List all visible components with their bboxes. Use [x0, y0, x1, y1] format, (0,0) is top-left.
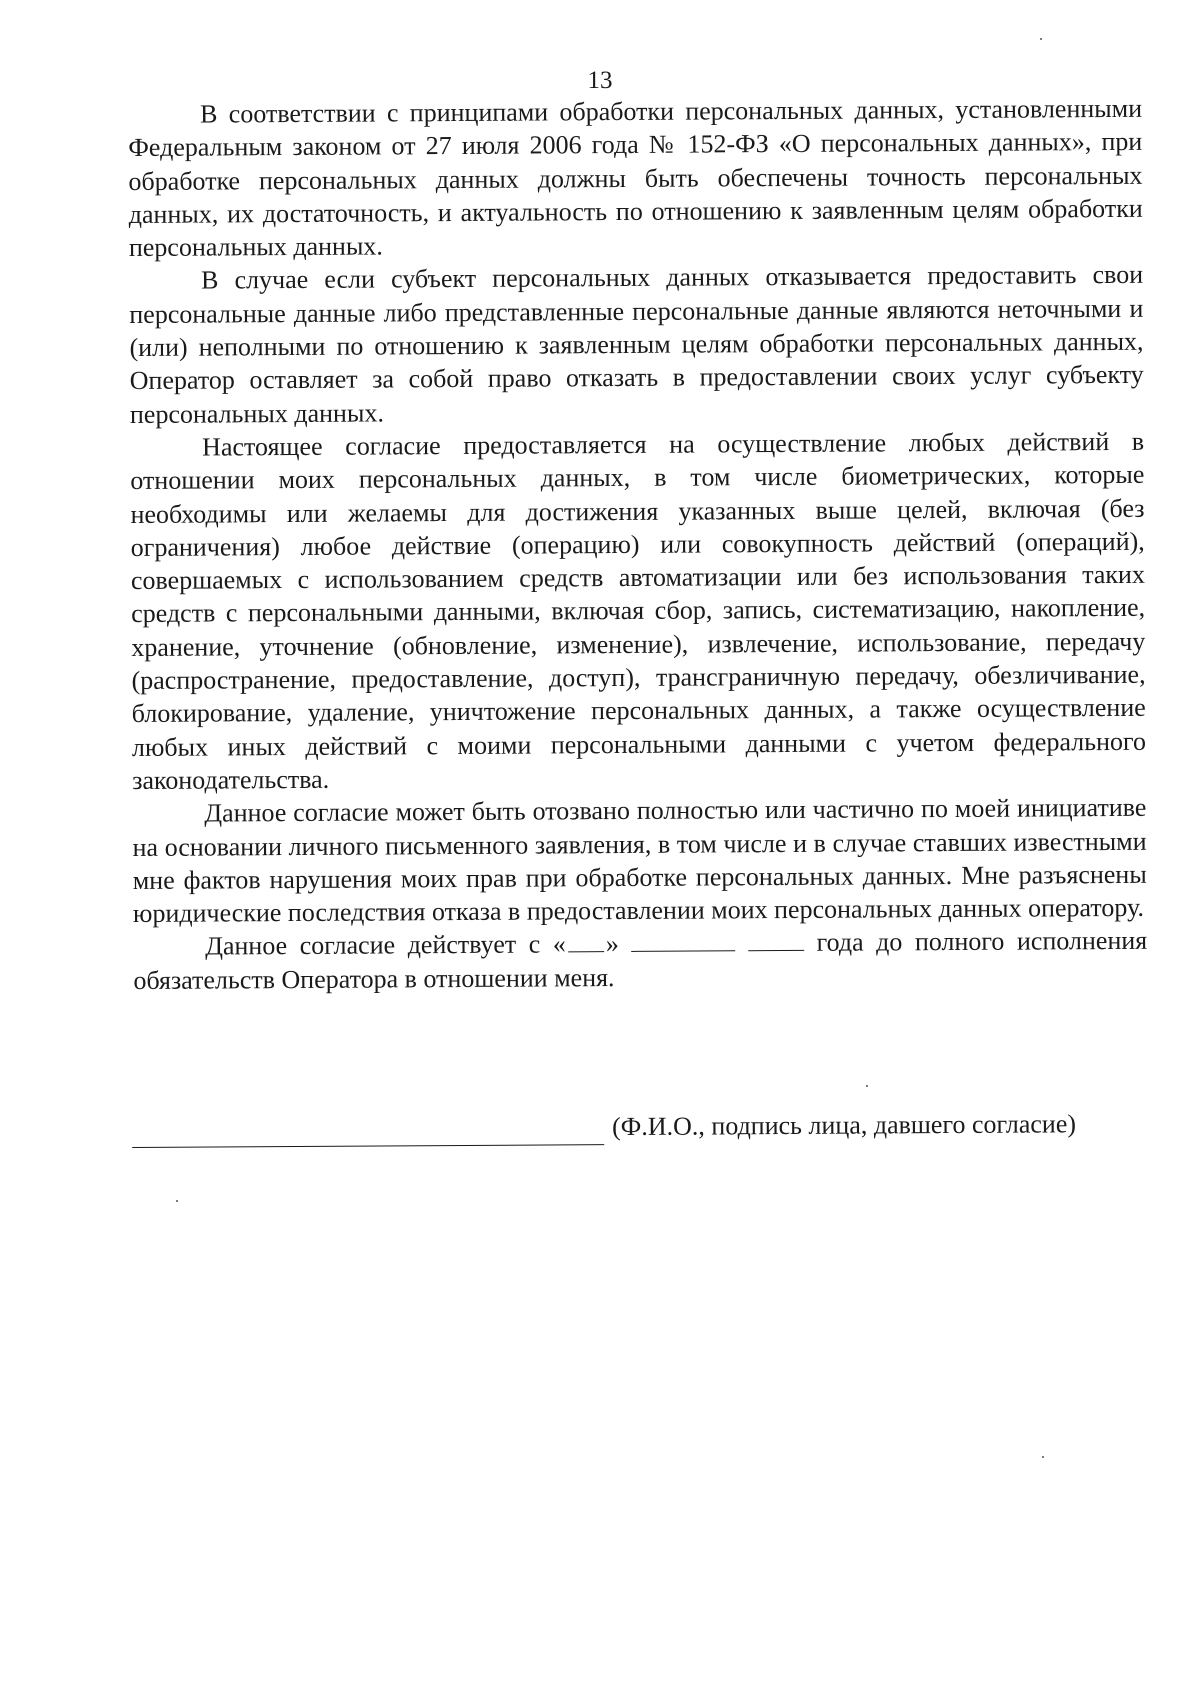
- scan-speck: [866, 1085, 868, 1087]
- scan-speck: [1042, 1456, 1044, 1458]
- validity-suffix: года до полного исполнения обязательств Оператора в отношении меня.: [133, 926, 1148, 995]
- paragraph-revocation: Данное согласие может быть отозвано полностью или частично по моей инициативе на основании личного письменного заявления, в том числе и в случае ставших известными мне фактов нарушения моих прав при обработке персональных данных. Мне разъяснены юридические последствия отказа в предоставлении моих персональных данных оператору.: [132, 793, 1147, 929]
- scan-speck: [176, 1200, 178, 1202]
- scan-speck: [1040, 38, 1042, 40]
- year-blank-field[interactable]: [748, 930, 804, 951]
- signature-row: [132, 1106, 1147, 1152]
- month-blank-field[interactable]: [631, 931, 735, 953]
- paragraph-principles: В соответствии с принципами обработки персональных данных, установленными Федеральным законом от 27 июля 2006 года № 152-ФЗ «О персональных данных», при обработке персональных данных должны быть обеспечены точность персональных данных, их достаточность, и актуальность по отношению к заявленным целям обработки персональных данных.: [128, 93, 1143, 263]
- document-body: [128, 92, 1147, 997]
- signature-blank-field[interactable]: [132, 1116, 604, 1148]
- day-blank-field[interactable]: [568, 932, 604, 953]
- signature-caption: (Ф.И.О., подпись лица, давшего согласие): [612, 1109, 1077, 1142]
- paragraph-validity: [133, 924, 1147, 997]
- paragraph-refusal: В случае если субъект персональных данных отказывается предоставить свои персональные данные либо представленные персональные данные являются неточными и (или) неполными по отношению к заявленным целям обработки персональных данных, Оператор оставляет за собой право отказать в предоставлении своих услуг субъекту персональных данных.: [129, 260, 1144, 429]
- validity-prefix: Данное согласие действует с «: [205, 929, 566, 961]
- validity-quote-close: »: [605, 929, 619, 959]
- paragraph-consent-scope: Настоящее согласие предоставляется на осуществление любых действий в отношении моих персональных данных, в том числе биометрических, которые необходимы или желаемы для достижения указанных выше целей, включая (без ограничения) любое действие (операцию) или совокупность действий (операций), совершаемых с использованием средств автоматизации или без использования таких средств с персональными данными, включая сбор, запись, систематизацию, накопление, хранение, уточнение (обновление, изменение), извлечение, использование, передачу (распространение, предоставление, доступ), трансграничную передачу, обезличивание, блокирование, удаление, уничтожение персональных данных, а также осуществление любых иных действий с моими персональными данными с учетом федерального законодательства.: [130, 426, 1147, 795]
- page-number: 13: [587, 67, 613, 94]
